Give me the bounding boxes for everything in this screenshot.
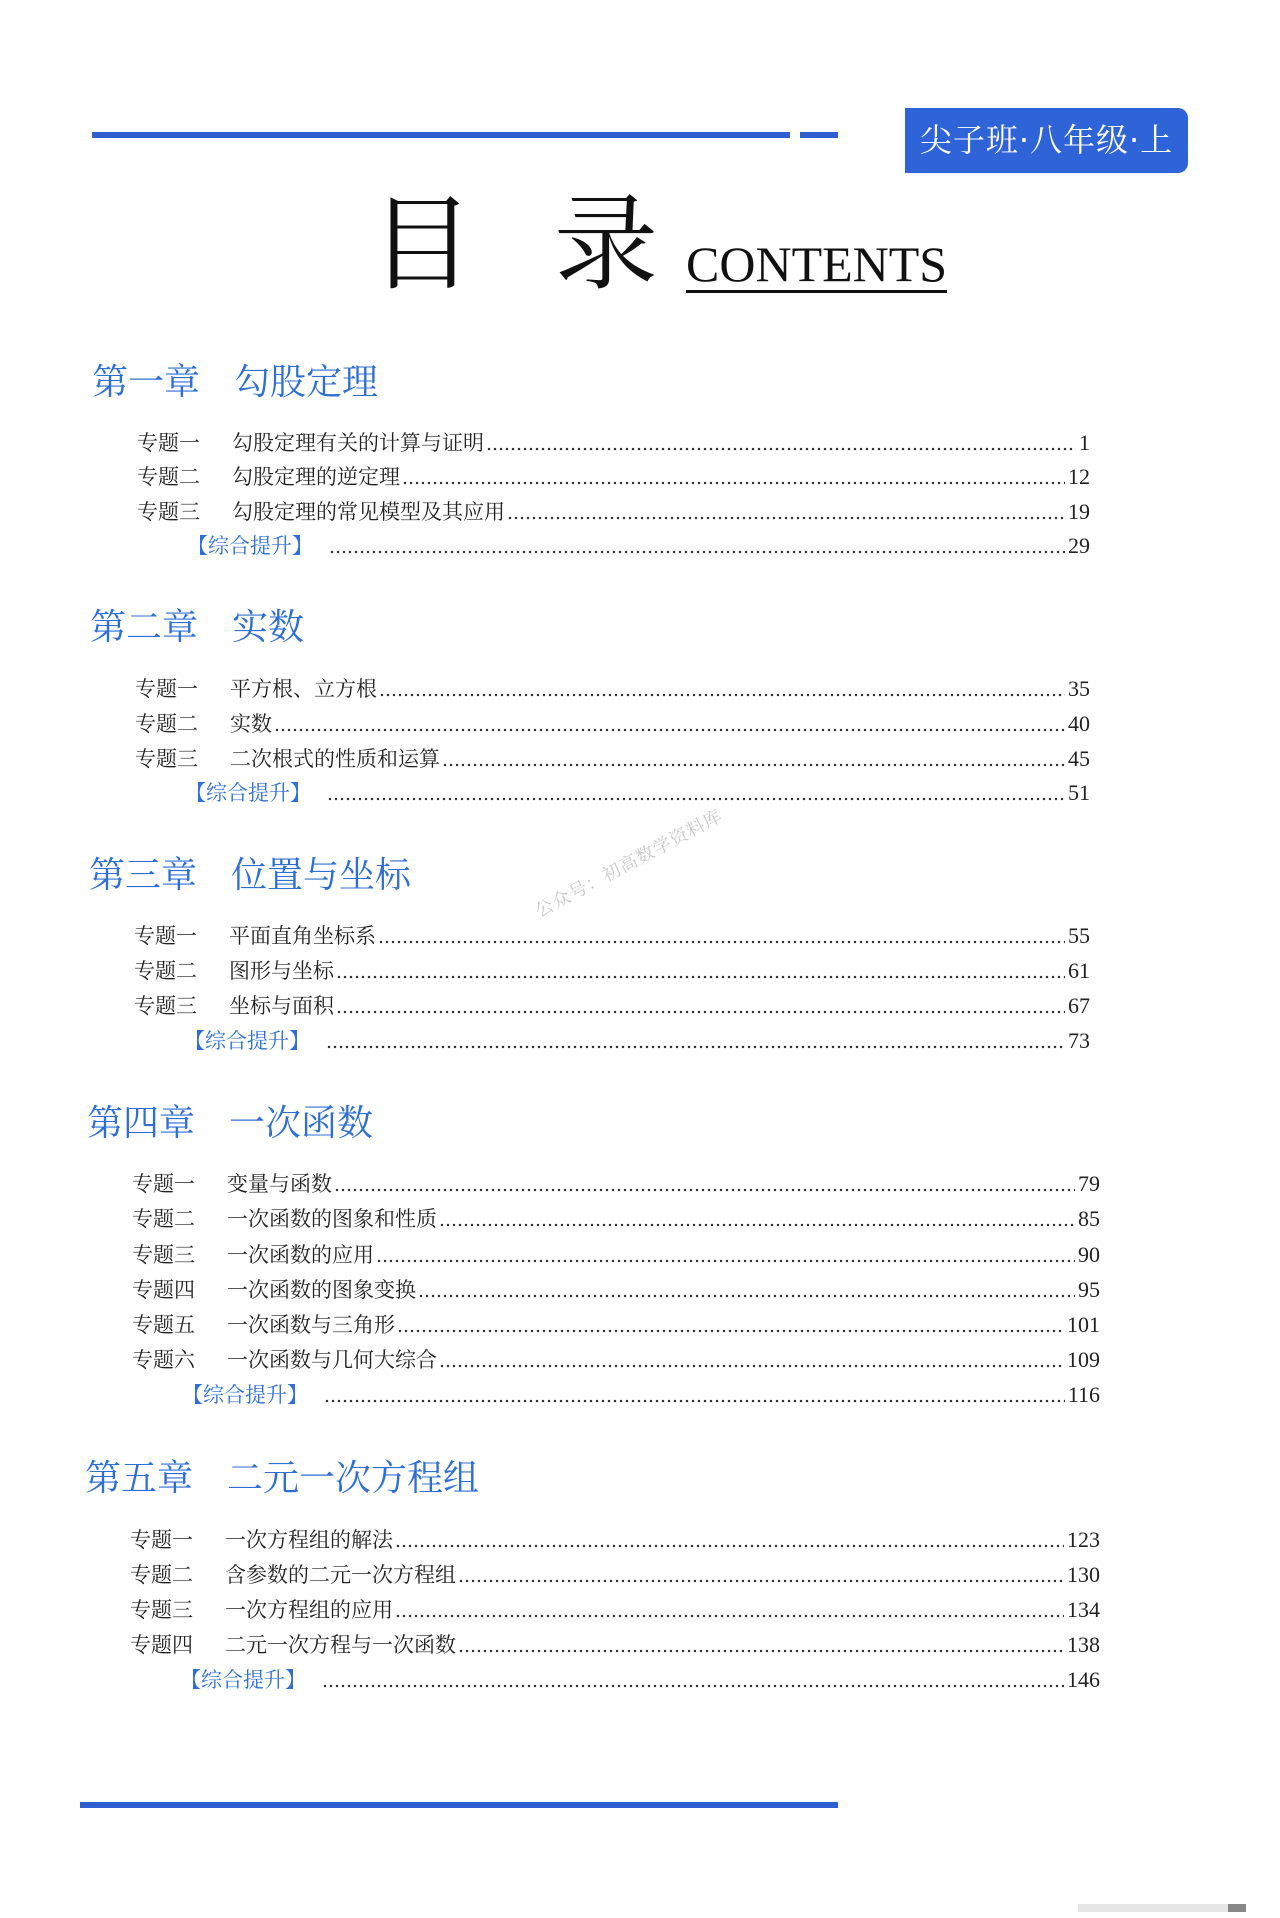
leader-dots bbox=[418, 1294, 1075, 1298]
page-number: 146 bbox=[1067, 1667, 1100, 1692]
toc-review-entry[interactable] bbox=[184, 1026, 1090, 1052]
review-tag: 【综合提升】 bbox=[185, 781, 311, 805]
topic-title: 变量与函数 bbox=[227, 1172, 332, 1196]
page-number: 134 bbox=[1067, 1597, 1100, 1622]
topic-label: 专题一 bbox=[130, 1528, 193, 1552]
chapter-heading bbox=[87, 1103, 374, 1144]
topic-label: 专题三 bbox=[134, 994, 197, 1018]
bottom-rule bbox=[80, 1802, 838, 1808]
topic-label: 专题五 bbox=[132, 1313, 195, 1337]
topic-title: 一次方程组的解法 bbox=[225, 1528, 393, 1552]
toc-entry[interactable] bbox=[132, 1310, 1100, 1336]
topic-title: 图形与坐标 bbox=[229, 959, 334, 983]
leader-dots bbox=[395, 1614, 1064, 1618]
review-tag: 【综合提升】 bbox=[180, 1668, 306, 1692]
leader-dots bbox=[326, 1045, 1065, 1049]
topic-title: 一次函数的应用 bbox=[227, 1243, 374, 1267]
leader-dots bbox=[336, 1010, 1065, 1014]
toc-entry[interactable] bbox=[134, 991, 1090, 1017]
top-rule bbox=[92, 132, 790, 138]
leader-dots bbox=[507, 516, 1065, 520]
topic-label: 专题一 bbox=[137, 431, 200, 455]
toc-entry[interactable] bbox=[130, 1525, 1100, 1551]
leader-dots bbox=[324, 1399, 1065, 1403]
topic-title: 二次根式的性质和运算 bbox=[230, 747, 440, 771]
leader-dots bbox=[402, 481, 1065, 485]
topic-title: 二元一次方程与一次函数 bbox=[225, 1633, 456, 1657]
page-number: 123 bbox=[1067, 1527, 1100, 1552]
page-number: 12 bbox=[1068, 464, 1090, 489]
leader-dots bbox=[334, 1188, 1075, 1192]
review-tag: 【综合提升】 bbox=[184, 1029, 310, 1053]
review-tag: 【综合提升】 bbox=[182, 1383, 308, 1407]
chapter-title: 位置与坐标 bbox=[231, 855, 412, 896]
topic-title: 勾股定理的常见模型及其应用 bbox=[232, 500, 505, 524]
leader-dots bbox=[442, 763, 1065, 767]
topic-title: 平面直角坐标系 bbox=[229, 924, 376, 948]
topic-title: 坐标与面积 bbox=[229, 994, 334, 1018]
page-number: 116 bbox=[1067, 1382, 1100, 1407]
topic-label: 专题三 bbox=[132, 1243, 195, 1267]
page-number: 79 bbox=[1078, 1171, 1100, 1196]
topic-title: 实数 bbox=[230, 712, 272, 736]
chapter-heading bbox=[85, 1458, 480, 1499]
chapter-heading bbox=[89, 855, 412, 896]
toc-entry[interactable] bbox=[130, 1595, 1100, 1621]
page-title-en: CONTENTS bbox=[686, 236, 948, 292]
chapter-heading bbox=[92, 362, 379, 403]
chapter-number: 第四章 bbox=[87, 1103, 196, 1144]
title-char-1: 目 bbox=[370, 183, 475, 305]
toc-review-entry[interactable] bbox=[185, 778, 1090, 804]
topic-title: 含参数的二元一次方程组 bbox=[225, 1563, 456, 1587]
page-number: 19 bbox=[1068, 499, 1090, 524]
page-number: 109 bbox=[1067, 1347, 1100, 1372]
toc-entry[interactable] bbox=[132, 1275, 1100, 1301]
page-number: 61 bbox=[1068, 958, 1090, 983]
page-number: 29 bbox=[1068, 533, 1090, 558]
leader-dots bbox=[327, 797, 1065, 801]
toc-entry[interactable] bbox=[135, 674, 1090, 700]
toc-review-entry[interactable] bbox=[180, 1665, 1100, 1691]
toc-entry[interactable] bbox=[135, 709, 1090, 735]
topic-label: 专题二 bbox=[137, 465, 200, 489]
topic-label: 专题二 bbox=[134, 959, 197, 983]
page-number: 101 bbox=[1067, 1312, 1100, 1337]
topic-label: 专题二 bbox=[135, 712, 198, 736]
topic-label: 专题二 bbox=[132, 1207, 195, 1231]
title-char-2: 录 bbox=[554, 183, 659, 305]
leader-dots bbox=[395, 1544, 1064, 1548]
topic-title: 平方根、立方根 bbox=[230, 677, 377, 701]
topic-title: 一次函数与几何大综合 bbox=[227, 1348, 437, 1372]
top-rule-dash bbox=[800, 132, 838, 138]
topic-label: 专题四 bbox=[132, 1278, 195, 1302]
chapter-number: 第一章 bbox=[92, 362, 201, 403]
toc-entry[interactable] bbox=[137, 428, 1090, 454]
chapter-heading bbox=[90, 607, 305, 648]
toc-entry[interactable] bbox=[137, 497, 1090, 523]
scrollbar[interactable] bbox=[1078, 1904, 1246, 1912]
page-number: 67 bbox=[1068, 993, 1090, 1018]
toc-entry[interactable] bbox=[132, 1204, 1100, 1230]
chapter-number: 第三章 bbox=[89, 855, 198, 896]
toc-entry[interactable] bbox=[132, 1345, 1100, 1371]
leader-dots bbox=[322, 1684, 1064, 1688]
page-number: 138 bbox=[1067, 1632, 1100, 1657]
topic-title: 勾股定理有关的计算与证明 bbox=[232, 431, 484, 455]
topic-title: 一次函数的图象和性质 bbox=[227, 1207, 437, 1231]
leader-dots bbox=[439, 1364, 1064, 1368]
topic-label: 专题三 bbox=[137, 500, 200, 524]
page-number: 95 bbox=[1078, 1277, 1100, 1302]
topic-label: 专题一 bbox=[135, 677, 198, 701]
topic-label: 专题四 bbox=[130, 1633, 193, 1657]
toc-entry[interactable] bbox=[130, 1560, 1100, 1586]
leader-dots bbox=[376, 1259, 1075, 1263]
page-number: 45 bbox=[1068, 746, 1090, 771]
page-number: 130 bbox=[1067, 1562, 1100, 1587]
chapter-title: 实数 bbox=[232, 607, 305, 648]
topic-label: 专题一 bbox=[134, 924, 197, 948]
page-number: 73 bbox=[1068, 1028, 1090, 1053]
leader-dots bbox=[336, 975, 1065, 979]
chapter-title: 二元一次方程组 bbox=[227, 1458, 480, 1499]
toc-review-entry[interactable] bbox=[187, 531, 1090, 557]
leader-dots bbox=[458, 1579, 1064, 1583]
scrollbar-thumb[interactable] bbox=[1228, 1904, 1246, 1912]
toc-review-entry[interactable] bbox=[182, 1380, 1100, 1406]
toc-entry[interactable] bbox=[137, 462, 1090, 488]
leader-dots bbox=[486, 447, 1076, 451]
topic-label: 专题一 bbox=[132, 1172, 195, 1196]
page-number: 55 bbox=[1068, 923, 1090, 948]
topic-title: 一次函数的图象变换 bbox=[227, 1278, 416, 1302]
leader-dots bbox=[439, 1223, 1075, 1227]
chapter-title: 一次函数 bbox=[229, 1103, 374, 1144]
series-badge: 尖子班·八年级·上册 bbox=[905, 108, 1188, 173]
page-number: 51 bbox=[1068, 780, 1090, 805]
toc-entry[interactable] bbox=[132, 1169, 1100, 1195]
chapter-number: 第二章 bbox=[90, 607, 199, 648]
toc-entry[interactable] bbox=[134, 921, 1090, 947]
topic-title: 一次方程组的应用 bbox=[225, 1598, 393, 1622]
leader-dots bbox=[379, 693, 1065, 697]
page-number: 40 bbox=[1068, 711, 1090, 736]
page-number: 85 bbox=[1078, 1206, 1100, 1231]
toc-entry[interactable] bbox=[135, 744, 1090, 770]
toc-entry[interactable] bbox=[132, 1240, 1100, 1266]
watermark: 公众号：初高数学资料库 bbox=[531, 805, 727, 923]
topic-label: 专题二 bbox=[130, 1563, 193, 1587]
leader-dots bbox=[378, 940, 1065, 944]
topic-title: 一次函数与三角形 bbox=[227, 1313, 395, 1337]
leader-dots bbox=[274, 728, 1065, 732]
topic-label: 专题三 bbox=[130, 1598, 193, 1622]
topic-title: 勾股定理的逆定理 bbox=[232, 465, 400, 489]
toc-entry[interactable] bbox=[130, 1630, 1100, 1656]
page-number: 1 bbox=[1079, 430, 1090, 455]
leader-dots bbox=[329, 550, 1065, 554]
page-number: 90 bbox=[1078, 1242, 1100, 1267]
leader-dots bbox=[458, 1649, 1064, 1653]
page-title bbox=[370, 183, 659, 305]
review-tag: 【综合提升】 bbox=[187, 534, 313, 558]
chapter-title: 勾股定理 bbox=[234, 362, 379, 403]
leader-dots bbox=[397, 1329, 1064, 1333]
chapter-number: 第五章 bbox=[85, 1458, 194, 1499]
topic-label: 专题六 bbox=[132, 1348, 195, 1372]
topic-label: 专题三 bbox=[135, 747, 198, 771]
toc-entry[interactable] bbox=[134, 956, 1090, 982]
page-number: 35 bbox=[1068, 676, 1090, 701]
